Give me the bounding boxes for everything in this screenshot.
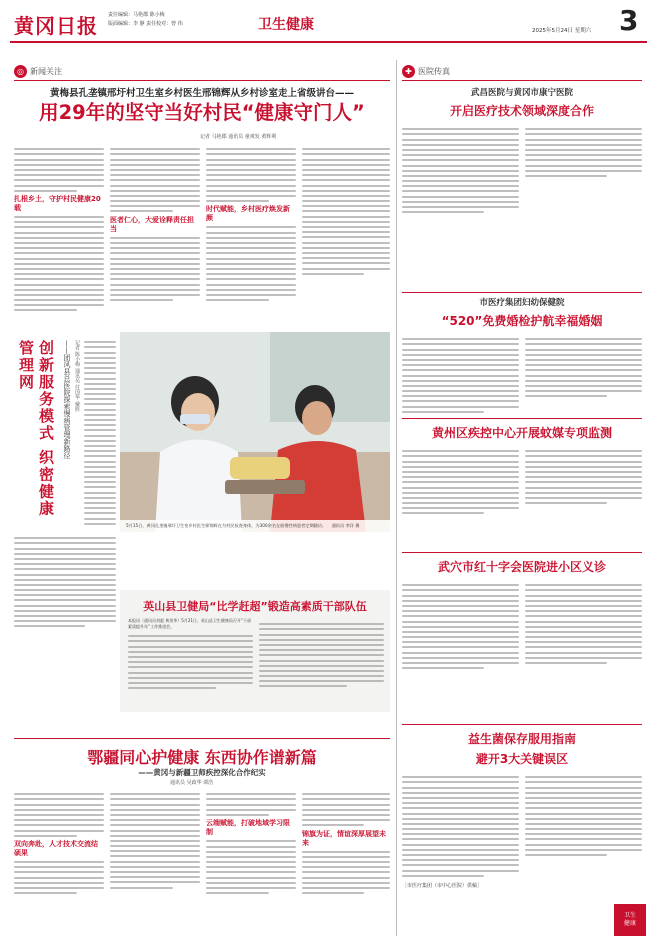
photo-caption (120, 520, 390, 532)
vertical-byline: 记者 陈小梅 通讯员 付国华 戴胜 (74, 340, 80, 412)
section-badge (614, 904, 646, 936)
bottom-headline: 鄂疆同心护健康 东西协作谱新篇 (87, 748, 317, 767)
r3-rule (402, 418, 642, 419)
bottom-col-3 (206, 790, 296, 897)
yingshan-card (120, 590, 390, 712)
lead-byline: 记者 马艳郡 通讯员 童观发 黄辉利 (200, 134, 277, 140)
r4-block (402, 558, 642, 672)
lead-headline: 用29年的坚守当好村民“健康守门人” (39, 101, 365, 124)
r2-kicker: 市医疗集团妇幼保健院 (479, 298, 565, 308)
news-focus-label: 新闻关注 (30, 67, 62, 76)
bottom-subhead-1: 双向奔赴，人才技术交流结硕果 (14, 839, 98, 857)
masthead (0, 0, 655, 44)
r5-body (402, 773, 642, 880)
r3-col-2 (525, 447, 642, 518)
issue-date: 2025年5月24日 星期六 (532, 28, 592, 34)
vertical-sub: ——团风县总医院探索慢病管理新路径 (63, 340, 71, 459)
bottom-body (14, 790, 390, 938)
photo-credit: 通讯员 李洋 摄 (331, 523, 360, 528)
r1-col-2 (525, 125, 642, 216)
yingshan-byline: 本报讯（通讯员刘彪 黄贵华）5月21日，英山县卫生健康局召开“干部素质提升年”工作推进会。 (128, 618, 251, 629)
r5-block (402, 730, 642, 889)
designer-label: 版面编辑：李 静 责任校对：曾 伟 (108, 21, 183, 27)
bottom-subhead-2: 云端赋能，打破地域学习限制 (206, 819, 290, 837)
bottom-col-2 (110, 790, 200, 892)
lead-col-4 (302, 145, 390, 278)
hospital-news-tag (402, 65, 450, 78)
r5-sub: 避开3大关键误区 (475, 752, 569, 766)
lead-kicker: 黄梅县孔垄镇邢圩村卫生室乡村医生邢锦辉从乡村诊室走上省级讲台—— (49, 88, 354, 99)
r3-headline: 黄州区疾控中心开展蚊媒专项监测 (431, 426, 612, 440)
vertical-title: 创新服务模式 织密健康管理网 (17, 340, 55, 518)
photo-illustration (120, 332, 390, 532)
yingshan-col-1 (128, 632, 253, 692)
lead-subhead-2: 医者仁心，大爱诠释责任担当 (110, 215, 194, 233)
r4-headline: 武穴市红十字会医院进小区义诊 (437, 560, 606, 574)
bottom-subhead-3: 锦旗为证，情谊深厚展望未来 (302, 829, 386, 847)
r2-body (402, 335, 642, 416)
section-name: 卫生健康 (258, 17, 314, 33)
r2-rule (402, 292, 642, 293)
lead-col-2 (110, 145, 200, 304)
r2-col-1 (402, 335, 519, 416)
r5-rule (402, 724, 642, 725)
r4-rule (402, 552, 642, 553)
vertical-feature (14, 332, 116, 532)
r5-col-2 (525, 773, 642, 880)
r1-body (402, 125, 642, 216)
photo-caption-text: 5月15日，黄冈孔垄镇邢圩卫生室乡村医生邢锦辉在为村民检查身体，为300余名在册慢性病患者定期随访。 (126, 523, 327, 528)
news-focus-tag (14, 65, 62, 78)
yingshan-headline: 英山县卫健局“比学赶超”锻造高素质干部队伍 (143, 600, 367, 613)
lead-body (14, 145, 390, 330)
lead-photo (120, 332, 390, 532)
bottom-sub: ——黄冈与新疆卫师疾控深化合作纪实 (138, 768, 266, 777)
bottom-byline: 通讯员 吴政华 谭浩 (170, 780, 214, 786)
r1-block (402, 86, 642, 216)
r2-headline: “520”免费婚检护航幸福婚姻 (441, 314, 603, 328)
section-badge-label: 卫生健康 (623, 912, 636, 927)
editor-label: 责任编辑：马艳郡 陈小梅 (108, 12, 165, 18)
r5-col-1 (402, 773, 519, 880)
r1-col-1 (402, 125, 519, 216)
news-focus-icon: ◎ (14, 65, 27, 78)
r5-headline: 益生菌保存服用指南 (467, 732, 576, 746)
lead-col-3 (206, 145, 296, 304)
hospital-news-icon: ✚ (402, 65, 415, 78)
vertical-body (84, 338, 116, 528)
lead-subhead-1: 扎根乡土，守护村民健康20载 (14, 194, 101, 212)
r2-col-2 (525, 335, 642, 416)
vertical-cont (14, 534, 116, 631)
hospital-news-label: 医院传真 (418, 67, 450, 76)
right-top-rule (402, 80, 642, 81)
bottom-col-4 (302, 790, 390, 897)
column-divider (396, 60, 397, 936)
newspaper-logo: 黄冈日报 (14, 14, 98, 38)
r3-col-1 (402, 447, 519, 518)
r3-block (402, 424, 642, 518)
bottom-col-1 (14, 790, 104, 897)
yingshan-col-2 (259, 620, 384, 691)
page-number: 3 (619, 4, 639, 37)
r3-body (402, 447, 642, 518)
r1-kicker: 武昌医院与黄冈市康宁医院 (470, 88, 573, 98)
bottom-rule (14, 738, 390, 739)
r1-headline: 开启医疗技术领域深度合作 (449, 104, 594, 118)
left-top-rule (14, 80, 390, 81)
r5-credit: ［市医疗集团（市中心医院）供稿］ (402, 882, 483, 889)
masthead-rule (10, 41, 647, 43)
r4-body (402, 581, 642, 672)
r2-block (402, 296, 642, 416)
r4-col-1 (402, 581, 519, 672)
r4-col-2 (525, 581, 642, 672)
editor-info (108, 11, 228, 29)
lead-subhead-3: 时代赋能，乡村医疗焕发新颜 (206, 205, 290, 223)
lead-col-1 (14, 145, 104, 315)
